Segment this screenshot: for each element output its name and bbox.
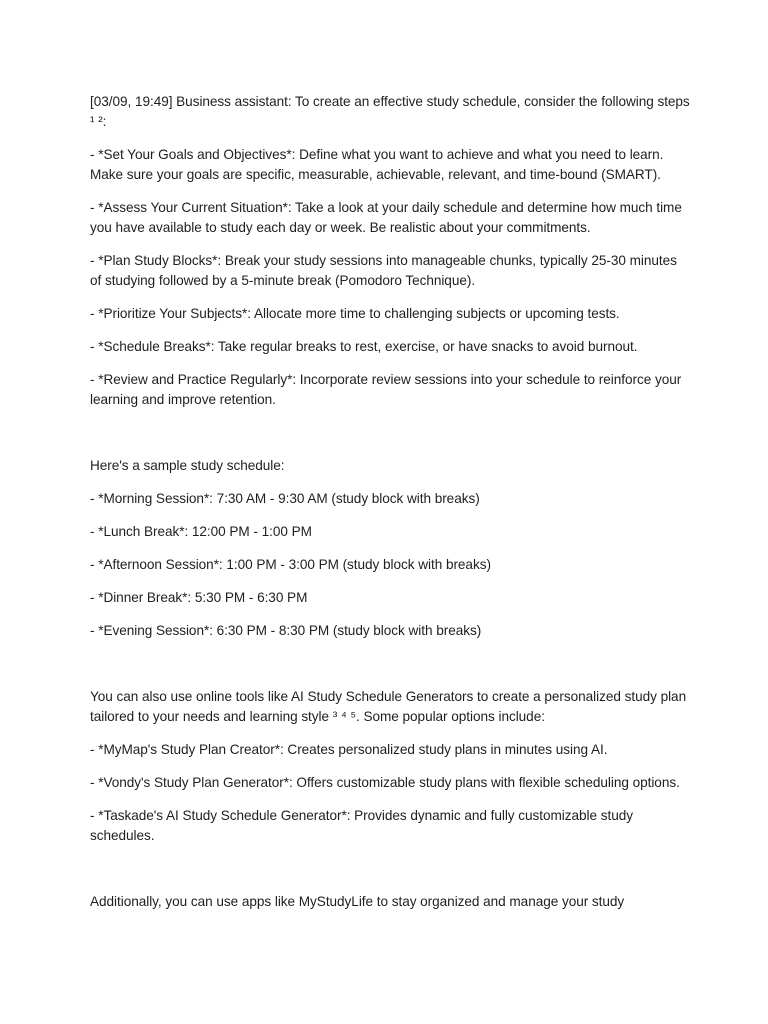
tool-item-taskade: - *Taskade's AI Study Schedule Generator*: Provides dynamic and fully customizable study schedules. [90,808,633,843]
document-page [90,92,690,925]
section-spacer [90,423,690,456]
step-item-prioritize: - *Prioritize Your Subjects*: Allocate more time to challenging subjects or upcoming tests. [90,306,620,321]
section-spacer [90,859,690,892]
schedule-item-lunch: - *Lunch Break*: 12:00 PM - 1:00 PM [90,524,312,539]
step-item-review: - *Review and Practice Regularly*: Incorporate review sessions into your schedule to reinforce your learning and improve retention. [90,372,682,407]
schedule-item-dinner: - *Dinner Break*: 5:30 PM - 6:30 PM [90,590,308,605]
step-item-assess: - *Assess Your Current Situation*: Take a look at your daily schedule and determine how much time you have available to study each day or week. Be realistic about your commitments. [90,200,682,235]
step-item-goals: - *Set Your Goals and Objectives*: Define what you want to achieve and what you need to learn. Make sure your goals are specific, measurable, achievable, relevant, and time-bound (SMART). [90,147,664,182]
tools-intro-paragraph: You can also use online tools like AI Study Schedule Generators to create a personalized study plan tailored to your needs and learning style ³ ⁴ ⁵. Some popular options include: [90,689,687,724]
schedule-item-afternoon: - *Afternoon Session*: 1:00 PM - 3:00 PM (study block with breaks) [90,557,491,572]
section-spacer [90,654,690,687]
step-item-plan-blocks: - *Plan Study Blocks*: Break your study sessions into manageable chunks, typically 25-30 minutes of studying followed by a 5-minute break (Pomodoro Technique). [90,253,677,288]
tool-item-vondy: - *Vondy's Study Plan Generator*: Offers customizable study plans with flexible scheduling options. [90,775,680,790]
schedule-item-morning: - *Morning Session*: 7:30 AM - 9:30 AM (study block with breaks) [90,491,480,506]
tool-item-mymap: - *MyMap's Study Plan Creator*: Creates personalized study plans in minutes using AI. [90,742,608,757]
intro-paragraph: [03/09, 19:49] Business assistant: To create an effective study schedule, consider the following steps ¹ ²: [90,94,690,129]
closing-paragraph: Additionally, you can use apps like MyStudyLife to stay organized and manage your study [90,894,625,909]
step-item-breaks: - *Schedule Breaks*: Take regular breaks to rest, exercise, or have snacks to avoid burnout. [90,339,638,354]
sample-schedule-heading: Here's a sample study schedule: [90,458,285,473]
schedule-item-evening: - *Evening Session*: 6:30 PM - 8:30 PM (study block with breaks) [90,623,482,638]
